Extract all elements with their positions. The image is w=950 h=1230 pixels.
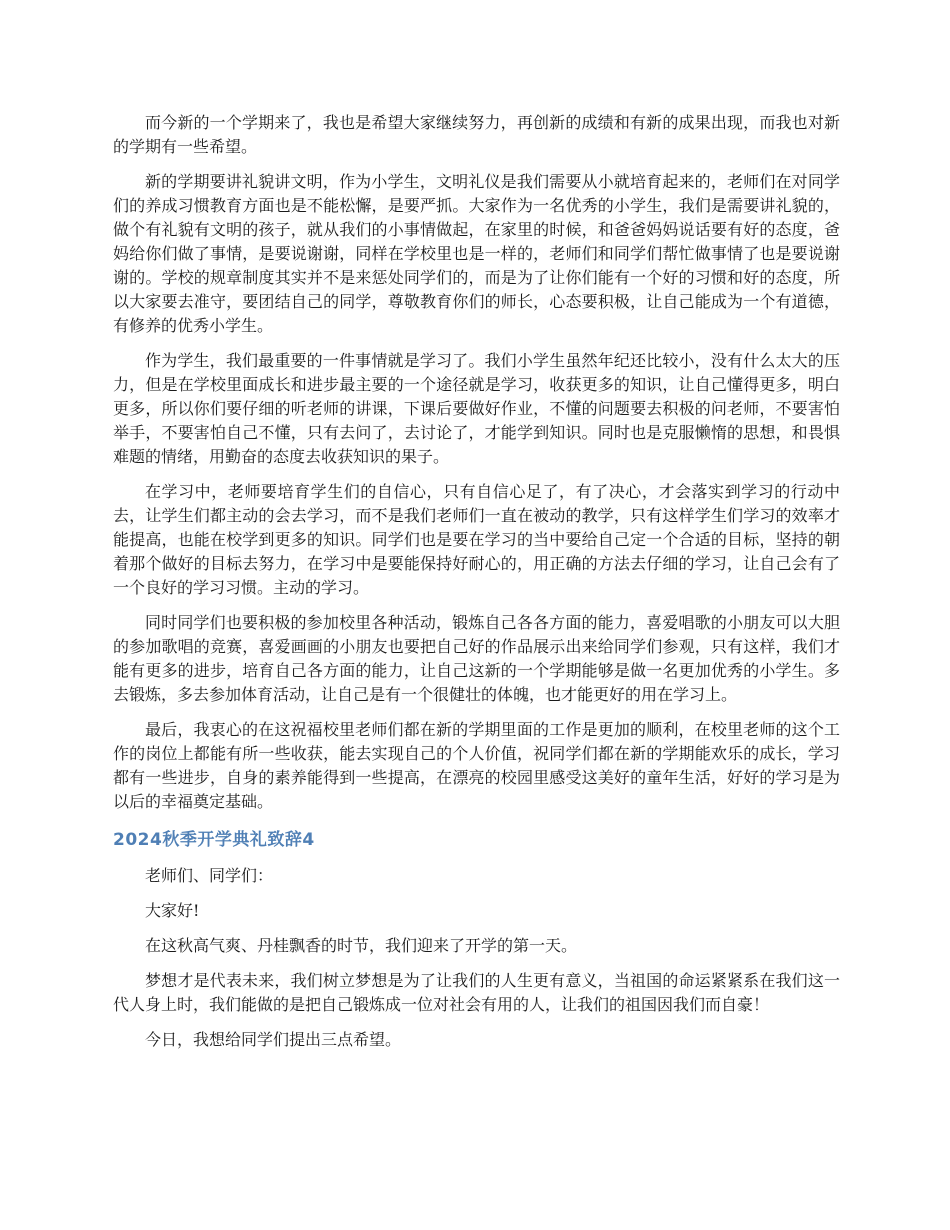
body-paragraph: 最后，我衷心的在这祝福校里老师们都在新的学期里面的工作是更加的顺利，在校里老师的这个工作的岗位上都能有所一些收获，能去实现自己的个人价值，祝同学们都在新的学期能欢乐的成长，学习都有一些进步，自身的素养能得到一些提高，在漂亮的校园里感受这美好的童年生活，好好的学习是为以后的幸福奠定基础。 — [113, 720, 840, 811]
body-paragraph: 而今新的一个学期来了，我也是希望大家继续努力，再创新的成绩和有新的成果出现，而我也对新的学期有一些希望。 — [113, 113, 840, 156]
body-paragraph: 梦想才是代表未来，我们树立梦想是为了让我们的人生更有意义，当祖国的命运紧紧系在我们这一代人身上时，我们能做的是把自己锻炼成一位对社会有用的人，让我们的祖国因我们而自豪！ — [113, 971, 840, 1014]
greeting: 大家好! — [145, 901, 200, 920]
body-paragraph: 今日，我想给同学们提出三点希望。 — [145, 1030, 402, 1049]
body-paragraph: 作为学生，我们最重要的一件事情就是学习了。我们小学生虽然年纪还比较小，没有什么太大的压力，但是在学校里面成长和进步最主要的一个途径就是学习，收获更多的知识，让自己懂得更多，明白更多，所以你们要仔细的听老师的讲课，下课后要做好作业，不懂的问题要去积极的问老师，不要害怕举手，不要害怕自己不懂，只有去问了，去讨论了，才能学到知识。同时也是克服懒惰的思想，和畏惧难题的情绪，用勤奋的态度去收获知识的果子。 — [113, 351, 840, 466]
section-heading: 2024秋季开学典礼致辞4 — [113, 830, 315, 850]
body-paragraph: 在学习中，老师要培育学生们的自信心，只有自信心足了，有了决心，才会落实到学习的行动中去，让学生们都主动的会去学习，而不是我们老师们一直在被动的教学，只有这样学生们学习的效率才能提高，也能在校学到更多的知识。同学们也是要在学习的当中要给自己定一个合适的目标，坚持的朝着那个做好的目标去努力，在学习中是要能保持好耐心的，用正确的方法去仔细的学习，让自己会有了一个良好的学习习惯。主动的学习。 — [113, 482, 840, 597]
salutation: 老师们、同学们： — [145, 866, 274, 885]
document-page — [113, 111, 840, 1063]
body-paragraph: 同时同学们也要积极的参加校里各种活动，锻炼自己各各方面的能力，喜爱唱歌的小朋友可以大胆的参加歌唱的竞赛，喜爱画画的小朋友也要把自己好的作品展示出来给同学们参观，只有这样，我们才能有更多的进步，培育自己各方面的能力，让自己这新的一个学期能够是做一名更加优秀的小学生。多去锻炼，多去参加体育活动，让自己是有一个很健壮的体魄，也才能更好的用在学习上。 — [113, 613, 840, 704]
body-paragraph: 新的学期要讲礼貌讲文明，作为小学生，文明礼仪是我们需要从小就培育起来的，老师们在对同学们的养成习惯教育方面也是不能松懈，是要严抓。大家作为一名优秀的小学生，我们是需要讲礼貌的，做个有礼貌有文明的孩子，就从我们的小事情做起，在家里的时候，和爸爸妈妈说话要有好的态度，爸妈给你们做了事情，是要说谢谢，同样在学校里也是一样的，老师们和同学们帮忙做事情了也是要说谢谢的。学校的规章制度其实并不是来惩处同学们的，而是为了让你们能有一个好的习惯和好的态度，所以大家要去准守，要团结自己的同学，尊敬教育你们的师长，心态要积极，让自己能成为一个有道德，有修养的优秀小学生。 — [113, 172, 840, 335]
body-paragraph: 在这秋高气爽、丹桂飘香的时节，我们迎来了开学的第一天。 — [145, 936, 578, 955]
